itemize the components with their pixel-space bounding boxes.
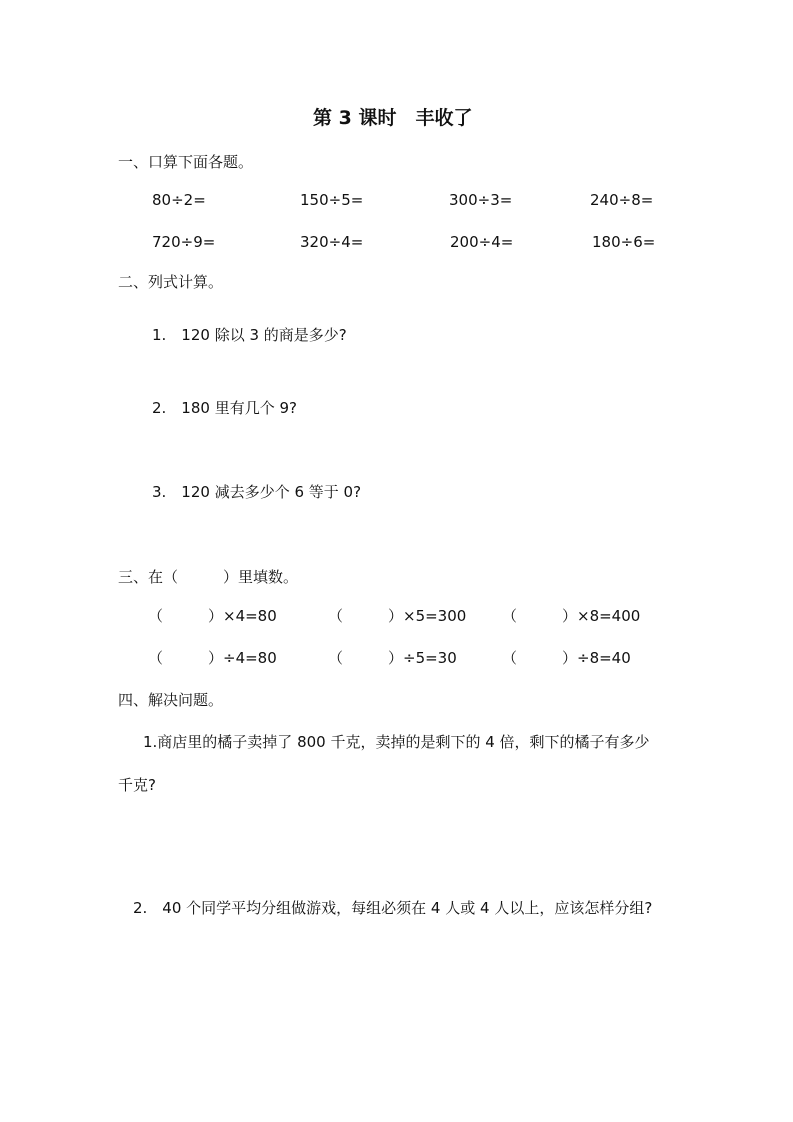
- fill-blank: （ ）÷4=80: [148, 649, 277, 667]
- fill-blank: （ ）×8=400: [502, 607, 641, 625]
- problem: 320÷4=: [300, 233, 364, 251]
- section-4-heading: 四、解决问题。: [118, 691, 224, 709]
- fill-blank: （ ）×4=80: [148, 607, 277, 625]
- word-problem-2: 2. 40 个同学平均分组做游戏，每组必须在 4 人或 4 人以上，应该怎样分组?: [133, 899, 653, 917]
- section-1-heading: 一、口算下面各题。: [118, 153, 254, 171]
- problem: 180÷6=: [592, 233, 656, 251]
- question: 3. 120 减去多少个 6 等于 0?: [152, 483, 362, 501]
- problem: 150÷5=: [300, 191, 364, 209]
- section-3-heading: 三、在（ ）里填数。: [118, 568, 299, 586]
- word-problem-1-cont: 千克?: [118, 776, 156, 794]
- page-title: 第 3 课时 丰收了: [313, 107, 473, 129]
- problem: 240÷8=: [590, 191, 654, 209]
- section-2-heading: 二、列式计算。: [118, 273, 224, 291]
- fill-blank: （ ）÷8=40: [502, 649, 631, 667]
- question: 2. 180 里有几个 9?: [152, 399, 297, 417]
- problem: 720÷9=: [152, 233, 216, 251]
- word-problem-1: 1.商店里的橘子卖掉了 800 千克，卖掉的是剩下的 4 倍，剩下的橘子有多少: [143, 733, 650, 751]
- problem: 300÷3=: [449, 191, 513, 209]
- question: 1. 120 除以 3 的商是多少?: [152, 326, 347, 344]
- problem: 200÷4=: [450, 233, 514, 251]
- fill-blank: （ ）×5=300: [328, 607, 467, 625]
- problem: 80÷2=: [152, 191, 206, 209]
- fill-blank: （ ）÷5=30: [328, 649, 457, 667]
